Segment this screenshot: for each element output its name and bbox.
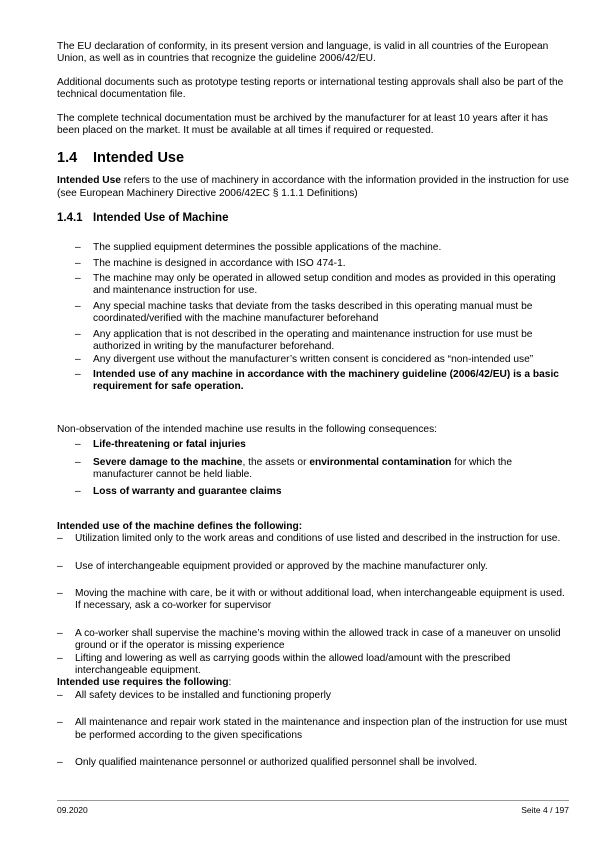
- dash-bullet: –: [57, 587, 63, 599]
- requires-heading: [57, 677, 569, 689]
- section-heading-intended-use: [57, 150, 569, 167]
- dash-bullet: –: [75, 353, 81, 365]
- dash-bullet: –: [57, 689, 63, 701]
- list-item-text: Life-threatening or fatal injuries: [93, 439, 246, 451]
- list-item: [57, 439, 569, 451]
- dash-bullet: –: [75, 456, 81, 468]
- list-item-text: Any divergent use without the manufacturer’s written consent is concidered as “non-intended use”: [93, 353, 534, 365]
- dash-bullet: –: [75, 486, 81, 498]
- dash-bullet: –: [57, 717, 63, 729]
- dash-bullet: –: [75, 328, 81, 340]
- intended-use-definition: [57, 175, 569, 200]
- list-item: [57, 533, 569, 545]
- dash-bullet: –: [57, 652, 63, 664]
- footer-date: 09.2020: [57, 805, 88, 815]
- dash-bullet: –: [57, 627, 63, 639]
- definition-term: Intended Use: [57, 175, 121, 187]
- list-item: [57, 301, 569, 326]
- list-item-text: , the assets or: [242, 456, 310, 468]
- list-item: [57, 628, 569, 653]
- dash-bullet: –: [75, 242, 81, 254]
- list-item-text: Lifting and lowering as well as carrying goods within the allowed load/amount with the prescribed interchangeable equipment.: [75, 652, 511, 676]
- list-item-bold-b: environmental contamination: [309, 456, 452, 468]
- list-item-text: Any special machine tasks that deviate from the tasks described in this operating manual must be coordinated/verified with the machine manufacturer beforehand: [93, 300, 533, 325]
- list-item-text: All maintenance and repair work stated in the maintenance and inspection plan of the instruction for use must be performed according to the given specifications: [75, 717, 568, 741]
- section-title: Intended Use: [93, 150, 185, 167]
- requires-heading-text: Intended use requires the following: [57, 677, 229, 689]
- paragraph-conformity: The EU declaration of conformity, in its present version and language, is valid in all countries of the European Union, as well as in countries that recognize the guideline 2006/42/EU.: [57, 41, 549, 65]
- dash-bullet: –: [75, 439, 81, 451]
- dash-bullet: –: [75, 273, 81, 285]
- machine-use-list: [57, 242, 569, 393]
- list-item: [57, 242, 569, 254]
- dash-bullet: –: [75, 368, 81, 380]
- list-item: [57, 457, 569, 482]
- list-item: [57, 690, 569, 702]
- list-item: [57, 717, 569, 742]
- list-item: [57, 258, 569, 270]
- list-item-bold-a: Severe damage to the machine: [93, 456, 243, 468]
- defines-heading: Intended use of the machine defines the following:: [57, 520, 303, 532]
- list-item: [57, 653, 569, 678]
- document-page: [57, 41, 569, 769]
- consequences-list: [57, 439, 569, 499]
- list-item-text: The supplied equipment determines the possible applications of the machine.: [93, 242, 442, 254]
- subsection-title: Intended Use of Machine: [93, 212, 229, 225]
- list-item-text: Loss of warranty and guarantee claims: [93, 486, 282, 498]
- list-item-text: Only qualified maintenance personnel or authorized qualified personnel shall be involved.: [75, 757, 478, 769]
- list-item-bold: [57, 369, 569, 394]
- list-item: [57, 273, 569, 298]
- dash-bullet: –: [57, 757, 63, 769]
- subsection-number: 1.4.1: [57, 212, 83, 225]
- list-item-text: Use of interchangeable equipment provided or approved by the machine manufacturer only.: [75, 560, 488, 572]
- list-item: [57, 588, 569, 613]
- definition-text: refers to the use of machinery in accordance with the information provided in the instruction for use (see European Machinery Directive 2006/42EC § 1.1.1 Definitions): [57, 175, 569, 199]
- dash-bullet: –: [75, 300, 81, 312]
- list-item-text: Intended use of any machine in accordance with the machinery guideline (2006/42/EU) is a basic requirement for safe operation.: [93, 368, 559, 393]
- list-item: [57, 757, 569, 769]
- paragraph-additional-documents: Additional documents such as prototype testing reports or international testing approvals shall also be part of the technical documentation file.: [57, 76, 564, 101]
- dash-bullet: –: [57, 533, 63, 545]
- defines-list: [57, 533, 569, 677]
- list-item-text: Utilization limited only to the work areas and conditions of use listed and described in the instruction for use.: [75, 533, 561, 545]
- list-item: [57, 329, 569, 354]
- subsection-heading-intended-use-of-machine: [57, 211, 569, 225]
- list-item: [57, 561, 569, 573]
- dash-bullet: –: [57, 560, 63, 572]
- dash-bullet: –: [75, 257, 81, 269]
- list-item: [57, 486, 569, 498]
- list-item-text: The machine is designed in accordance with ISO 474-1.: [93, 257, 346, 269]
- list-item-text: All safety devices to be installed and functioning properly: [75, 689, 331, 701]
- list-item-text: Any application that is not described in the operating and maintenance instruction for use must be authorized in writing by the manufacturer beforehand.: [93, 328, 533, 353]
- list-item-text: A co-worker shall supervise the machine’s moving within the allowed track in case of a maneuver on unsolid ground or if the operator is missing experience: [75, 627, 561, 652]
- list-item-text: for which the manufacturer cannot be held liable.: [93, 456, 512, 480]
- page-footer: [57, 800, 569, 815]
- paragraph-archiving: The complete technical documentation must be archived by the manufacturer for at least 10 years after it has been placed on the market. It must be available at all times if required or requested.: [57, 112, 548, 137]
- list-item-text: The machine may only be operated in allowed setup condition and modes as provided in this operating and maintenance instruction for use.: [93, 273, 556, 297]
- requires-list: [57, 690, 569, 770]
- footer-page-number: Seite 4 / 197: [521, 805, 569, 815]
- list-item-text: Moving the machine with care, be it with or without additional load, when interchangeable equipment is used. If necessary, ask a co-worker for supervisor: [75, 587, 565, 612]
- section-number: 1.4: [57, 150, 78, 167]
- list-item: [57, 354, 569, 366]
- consequences-intro: Non-observation of the intended machine use results in the following consequences:: [57, 423, 438, 435]
- requires-heading-colon: :: [228, 677, 232, 689]
